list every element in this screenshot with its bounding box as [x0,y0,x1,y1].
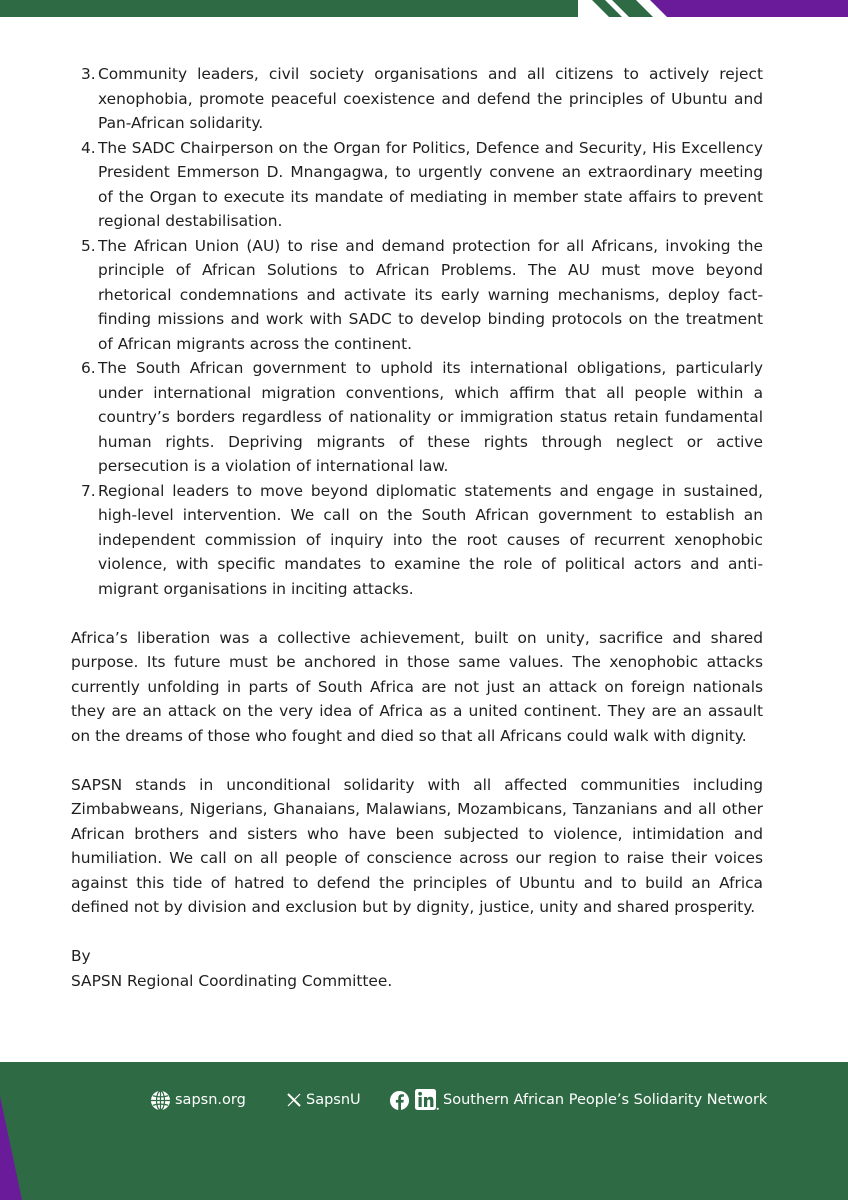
signoff-by: By [71,947,91,965]
website-link[interactable] [150,1088,246,1112]
list-item-text: The SADC Chairperson on the Organ for Politics, Defence and Security, His Excellency President Emmerson D. Mnangagwa, to urgently convene an extraordinary meeting of the Organ to execute its mandate of mediating in member state affairs to prevent regional destabilisation. [98,138,763,230]
signoff-committee: SAPSN Regional Coordinating Committee. [71,971,393,990]
globe-icon [150,1090,171,1111]
list-item [71,136,763,234]
list-item-number: 7. [81,481,96,500]
list-item-number: 4. [81,138,96,157]
list-item-text: The African Union (AU) to rise and demand protection for all Africans, invoking the principle of African Solutions to African Problems. The AU must move beyond rhetorical condemnations and activate its early warning mechanisms, deploy fact-finding missions and work with SADC to develop binding protocols on the treatment of African migrants across the continent. [98,236,763,353]
list-item-number: 6. [81,359,96,377]
top-decorative-bar [0,0,848,17]
list-item-text: Regional leaders to move beyond diplomatic statements and engage in sustained, high-level intervention. We call on the South African government to establish an independent commission of inquiry into the root causes of recurrent xenophobic violence, with specific mandates to examine the role of political actors and anti-migrant organisations in inciting attacks. [98,481,763,598]
list-item-number: 3. [81,65,96,83]
letter-body [71,62,763,993]
network-name: Southern African People’s Solidarity Network [443,1092,768,1108]
x-logo-icon [287,1093,301,1107]
list-item [71,234,763,357]
footer-links [0,1088,848,1112]
twitter-link[interactable] [287,1088,361,1112]
facebook-icon [389,1090,410,1111]
list-item [71,356,763,479]
signoff [71,944,763,993]
network-link[interactable] [389,1088,767,1112]
footer-purple-wedge [0,1062,60,1200]
list-item-text: Community leaders, civil society organisations and all citizens to actively reject xenophobia, promote peaceful coexistence and defend the principles of Ubuntu and Pan-African solidarity. [98,65,763,132]
list-item-text: The South African government to uphold its international obligations, particularly under international migration conventions, which affirm that all people within a country’s borders regardless of nationality or immigration status retain fundamental human rights. Depriving migrants of these rights through neglect or active persecution is a violation of international law. [98,359,763,475]
website-text: sapsn.org [175,1092,246,1108]
footer [0,1062,848,1200]
list-item [71,62,763,136]
demands-list [71,62,763,601]
list-item [71,479,763,602]
list-item-number: 5. [81,236,96,255]
paragraph-liberation: Africa’s liberation was a collective achievement, built on unity, sacrifice and shared purpose. Its future must be anchored in those same values. The xenophobic attacks currently unfolding in parts of South Africa are not just an attack on foreign nationals they are an attack on the very idea of Africa as a united continent. They are an assault on the dreams of those who fought and died so that all Africans could walk with dignity. [71,628,763,745]
paragraph-solidarity: SAPSN stands in unconditional solidarity with all affected communities including Zimbabweans, Nigerians, Ghanaians, Malawians, Mozambicans, Tanzanians and all other African brothers and sisters who have been subjected to violence, intimidation and humiliation. We call on all people of conscience across our region to raise their voices against this tide of hatred to defend the principles of Ubuntu and to build an Africa defined not by division and exclusion but by dignity, justice, unity and shared prosperity. [71,775,763,916]
linkedin-icon [415,1089,439,1111]
twitter-handle: SapsnU [306,1092,361,1108]
